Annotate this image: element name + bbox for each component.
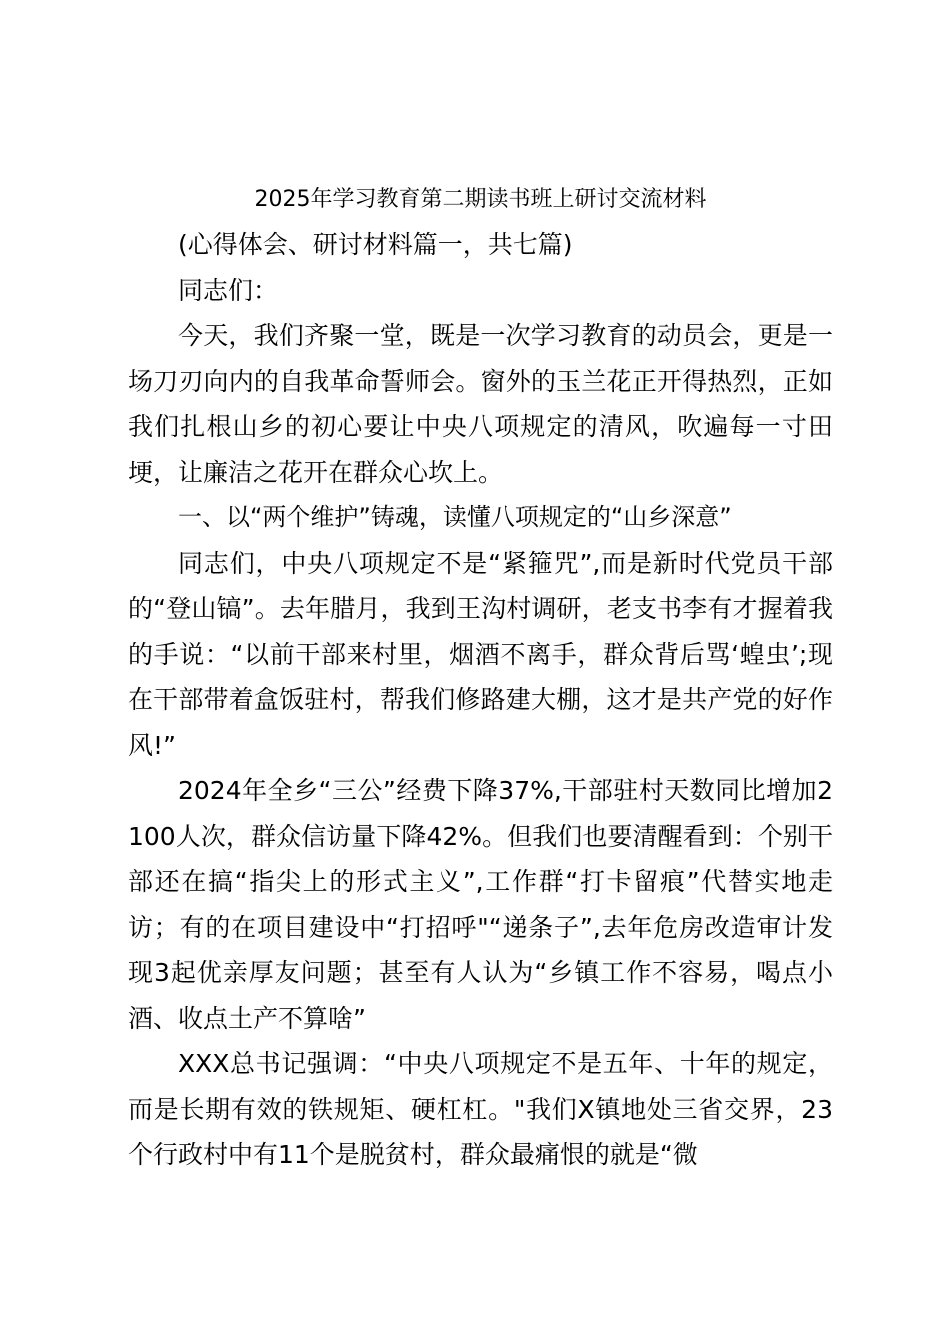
body-paragraph: XXX总书记强调：“中央八项规定不是五年、十年的规定，而是长期有效的铁规矩、硬杠杠。"我们X镇地处三省交界，23个行政村中有11个是脱贫村，群众最痛恨的就是“微 bbox=[128, 1049, 833, 1169]
document-title: 2025年学习教育第二期读书班上研讨交流材料 bbox=[254, 187, 707, 212]
section-heading: 一、以“两个维护”铸魂，读懂八项规定的“山乡深意” bbox=[178, 503, 732, 531]
salutation: 同志们： bbox=[178, 275, 279, 305]
body-paragraph: 2024年全乡“三公”经费下降37%,干部驻村天数同比增加2100人次，群众信访量下降42%。但我们也要清醒看到：个别干部还在搞“指尖上的形式主义”,工作群“打卡留痕”代替实地走访；有的在项目建设中“打招呼"“递条子”,去年危房改造审计发现3起优亲厚友问题；甚至有人认为“乡镇工作不容易，喝点小酒、收点土产不算啥” bbox=[128, 776, 833, 1033]
document-subtitle: (心得体会、研讨材料篇一，共七篇) bbox=[178, 230, 573, 259]
body-paragraph: 同志们，中央八项规定不是“紧箍咒”,而是新时代党员干部的“登山镐”。去年腊月，我到王沟村调研，老支书李有才握着我的手说：“以前干部来村里，烟酒不离手，群众背后骂‘蝗虫’;现在干部带着盒饭驻村，帮我们修路建大棚，这才是共产党的好作风!” bbox=[128, 548, 833, 760]
intro-paragraph: 今天，我们齐聚一堂，既是一次学习教育的动员会，更是一场刀刃向内的自我革命誓师会。窗外的玉兰花正开得热烈，正如我们扎根山乡的初心要让中央八项规定的清风，吹遍每一寸田埂，让廉洁之花开在群众心坎上。 bbox=[128, 321, 833, 487]
document-page bbox=[128, 178, 833, 1178]
